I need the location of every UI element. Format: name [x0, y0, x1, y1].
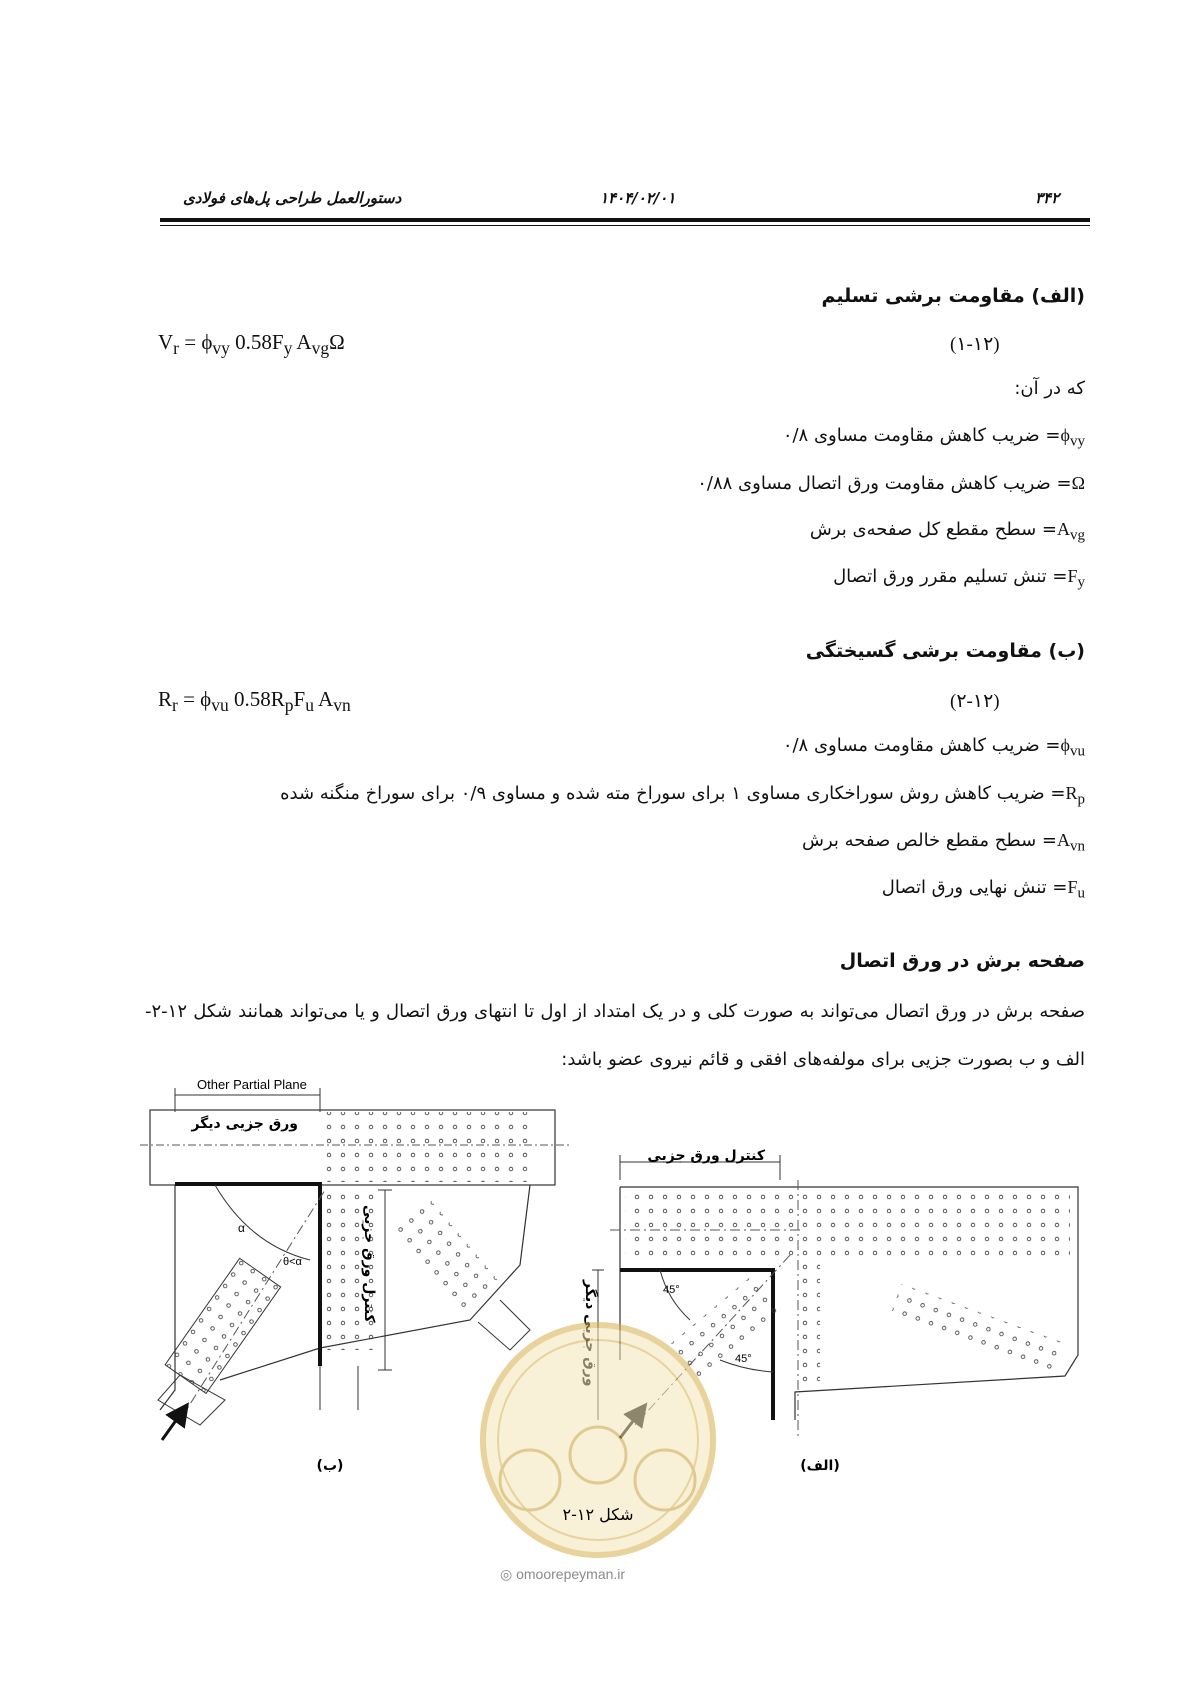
- equation-number-1: (۱-۱۲): [950, 334, 1000, 355]
- definition-fu: $F_u=$ تنش نهایی ورق اتصال: [881, 877, 1085, 902]
- header-rule-thick: [160, 218, 1090, 222]
- section-b-heading: (ب) مقاومت برشی گسیختگی: [805, 640, 1085, 662]
- label-control-plate-right: کنترل ورق جزیی: [647, 1148, 765, 1164]
- definition-avn: $A_{vn}=$ سطح مقطع خالص صفحه برش: [802, 830, 1085, 855]
- formula-rr: $R_r = \phi_{vu}$ $0.58R_pF_u$ $A_{vn}$: [158, 687, 351, 716]
- header-date: ۱۴۰۴/۰۲/۰۱: [600, 189, 676, 207]
- figure-12-2: [0, 1070, 1191, 1590]
- page-number: ۳۴۲: [1035, 189, 1060, 207]
- label-other-partial-plane: Other Partial Plane: [197, 1077, 307, 1092]
- formula-vr: $V_r = \phi_{vy}$ $0.58F_y$ $A_{vg}\Omega$: [158, 330, 345, 359]
- label-theta: θ<α: [283, 1256, 302, 1268]
- definition-omega: Ω= ضریب کاهش مقاومت ورق اتصال مساوی ۰/۸۸: [697, 473, 1085, 494]
- definition-fy: $F_y=$ تنش تسلیم مقرر ورق اتصال: [833, 566, 1085, 591]
- label-alpha: α: [238, 1221, 245, 1235]
- where-text: که در آن:: [1014, 378, 1085, 399]
- document-title: دستورالعمل طراحی پل‌های فولادی: [183, 189, 402, 207]
- caption-b: (ب): [316, 1458, 344, 1474]
- at-icon: ◎: [500, 1566, 513, 1582]
- definition-phi-vu: $\phi_{vu}=$ ضریب کاهش مقاومت مساوی ۰/۸: [782, 735, 1085, 760]
- section-a-heading: (الف) مقاومت برشی تسلیم: [821, 285, 1085, 307]
- section-c-paragraph: صفحه برش در ورق اتصال می‌تواند به صورت کلی و در یک امتداد از اول تا انتهای ورق اتصال و یا می‌تواند همانند شکل ۱۲-۲- الف و ب بصورت جزیی برای مولفه‌های افقی و قائم نیروی عضو باشد:: [145, 1001, 1085, 1070]
- label-angle-1: 45°: [663, 1284, 680, 1296]
- definition-avg: $A_{vg}=$ سطح مقطع کل صفحه‌ی برش: [809, 519, 1085, 544]
- header-rule-thin: [160, 225, 1090, 226]
- equation-number-2: (۲-۱۲): [950, 691, 1000, 712]
- definition-phi-vy: $\phi_{vy}=$ ضریب کاهش مقاومت مساوی ۰/۸: [782, 425, 1085, 450]
- label-control-plate-left: کنترل ورق جزیی: [361, 1205, 377, 1323]
- label-angle-2: 45°: [735, 1353, 752, 1365]
- definition-rp: $R_p=$ ضریب کاهش روش سوراخکاری مساوی ۱ برای سوراخ مته شده و مساوی ۰/۹ برای سوراخ منگنه شده: [280, 783, 1085, 808]
- figure-caption: شکل ۱۲-۲: [562, 1505, 634, 1524]
- watermark-url: ◎ omoorepeyman.ir: [500, 1566, 626, 1582]
- section-c-heading: صفحه برش در ورق اتصال: [839, 950, 1085, 972]
- label-other-plate-left: ورق جزیی دیگر: [191, 1116, 298, 1132]
- caption-a: (الف): [800, 1458, 840, 1474]
